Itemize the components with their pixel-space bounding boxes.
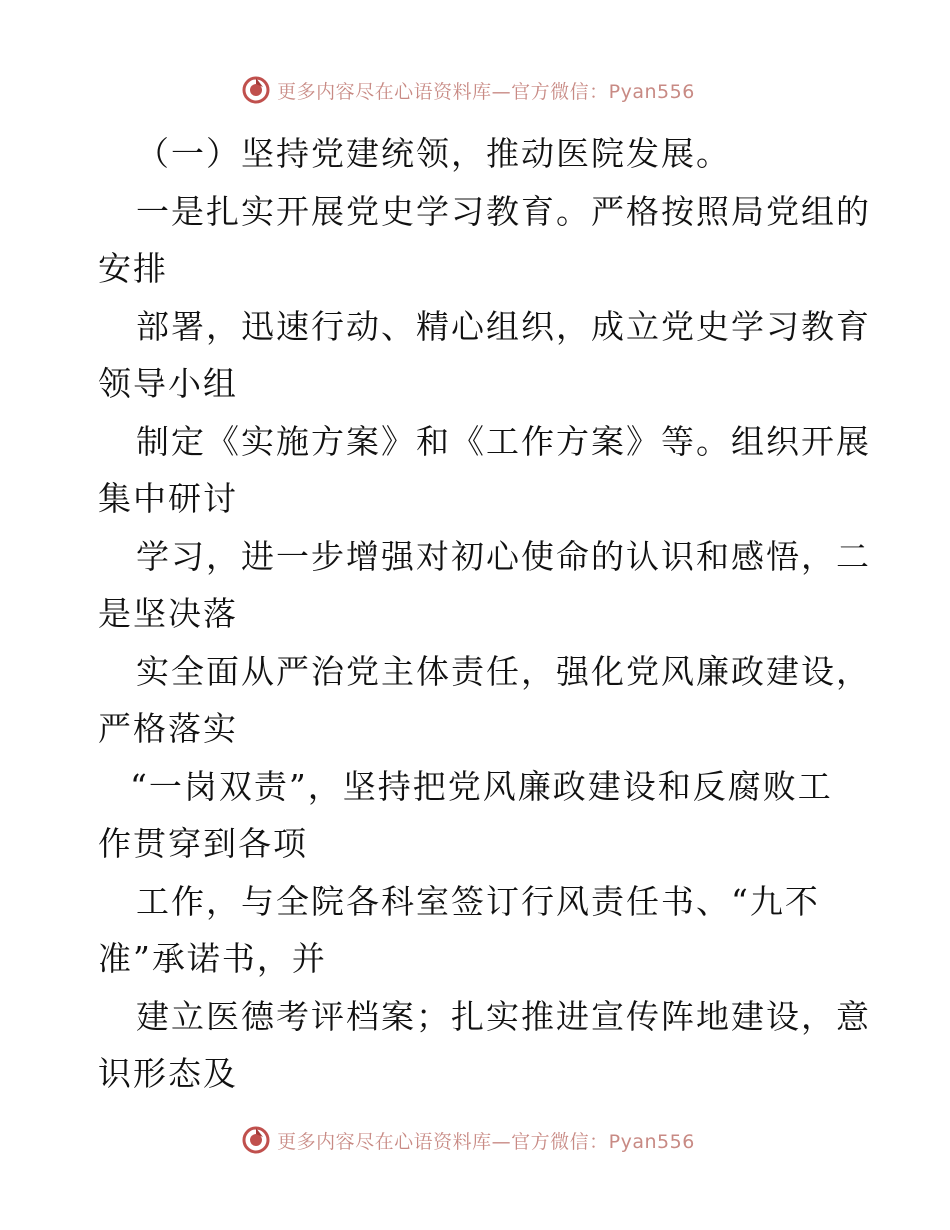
document-body: [98, 125, 871, 1103]
text-line: 是坚决落: [98, 594, 238, 633]
text-line: 作贯穿到各项: [98, 824, 308, 863]
text-line: 学习，进一步增强对初心使命的认识和感悟，二: [136, 536, 871, 576]
text-line: 准”承诺书，并: [98, 939, 327, 978]
text-line: 集中研讨: [98, 479, 238, 518]
text-line: 领导小组: [98, 364, 238, 403]
text-line: 一是扎实开展党史学习教育。严格按照局党组的: [136, 191, 871, 231]
text-line: 识形态及: [98, 1054, 238, 1093]
text-line: 部署，迅速行动、精心组织，成立党史学习教育: [136, 306, 871, 346]
text-line: 制定《实施方案》和《工作方案》等。组织开展: [136, 421, 871, 461]
watermark-text: 更多内容尽在心语资料库—官方微信：Pyan556: [277, 80, 695, 103]
watermark-text: 更多内容尽在心语资料库—官方微信：Pyan556: [277, 1130, 695, 1153]
text-line: 建立医德考评档案；扎实推进宣传阵地建设，意: [136, 996, 871, 1036]
watermark-header: [0, 70, 950, 110]
text-line: 实全面从严治党主体责任，强化党风廉政建设，: [136, 651, 871, 691]
text-line: 工作，与全院各科室签订行风责任书、“九不: [136, 881, 820, 921]
text-line: 严格落实: [98, 709, 238, 748]
seal-logo-icon: [241, 1125, 271, 1155]
text-line: 安排: [98, 249, 168, 288]
text-line: （一）坚持党建统领，推动医院发展。: [136, 134, 731, 173]
watermark-footer: [0, 1120, 950, 1160]
text-line: “一岗双责”，坚持把党风廉政建设和反腐败工: [130, 766, 833, 806]
seal-logo-icon: [241, 75, 271, 105]
